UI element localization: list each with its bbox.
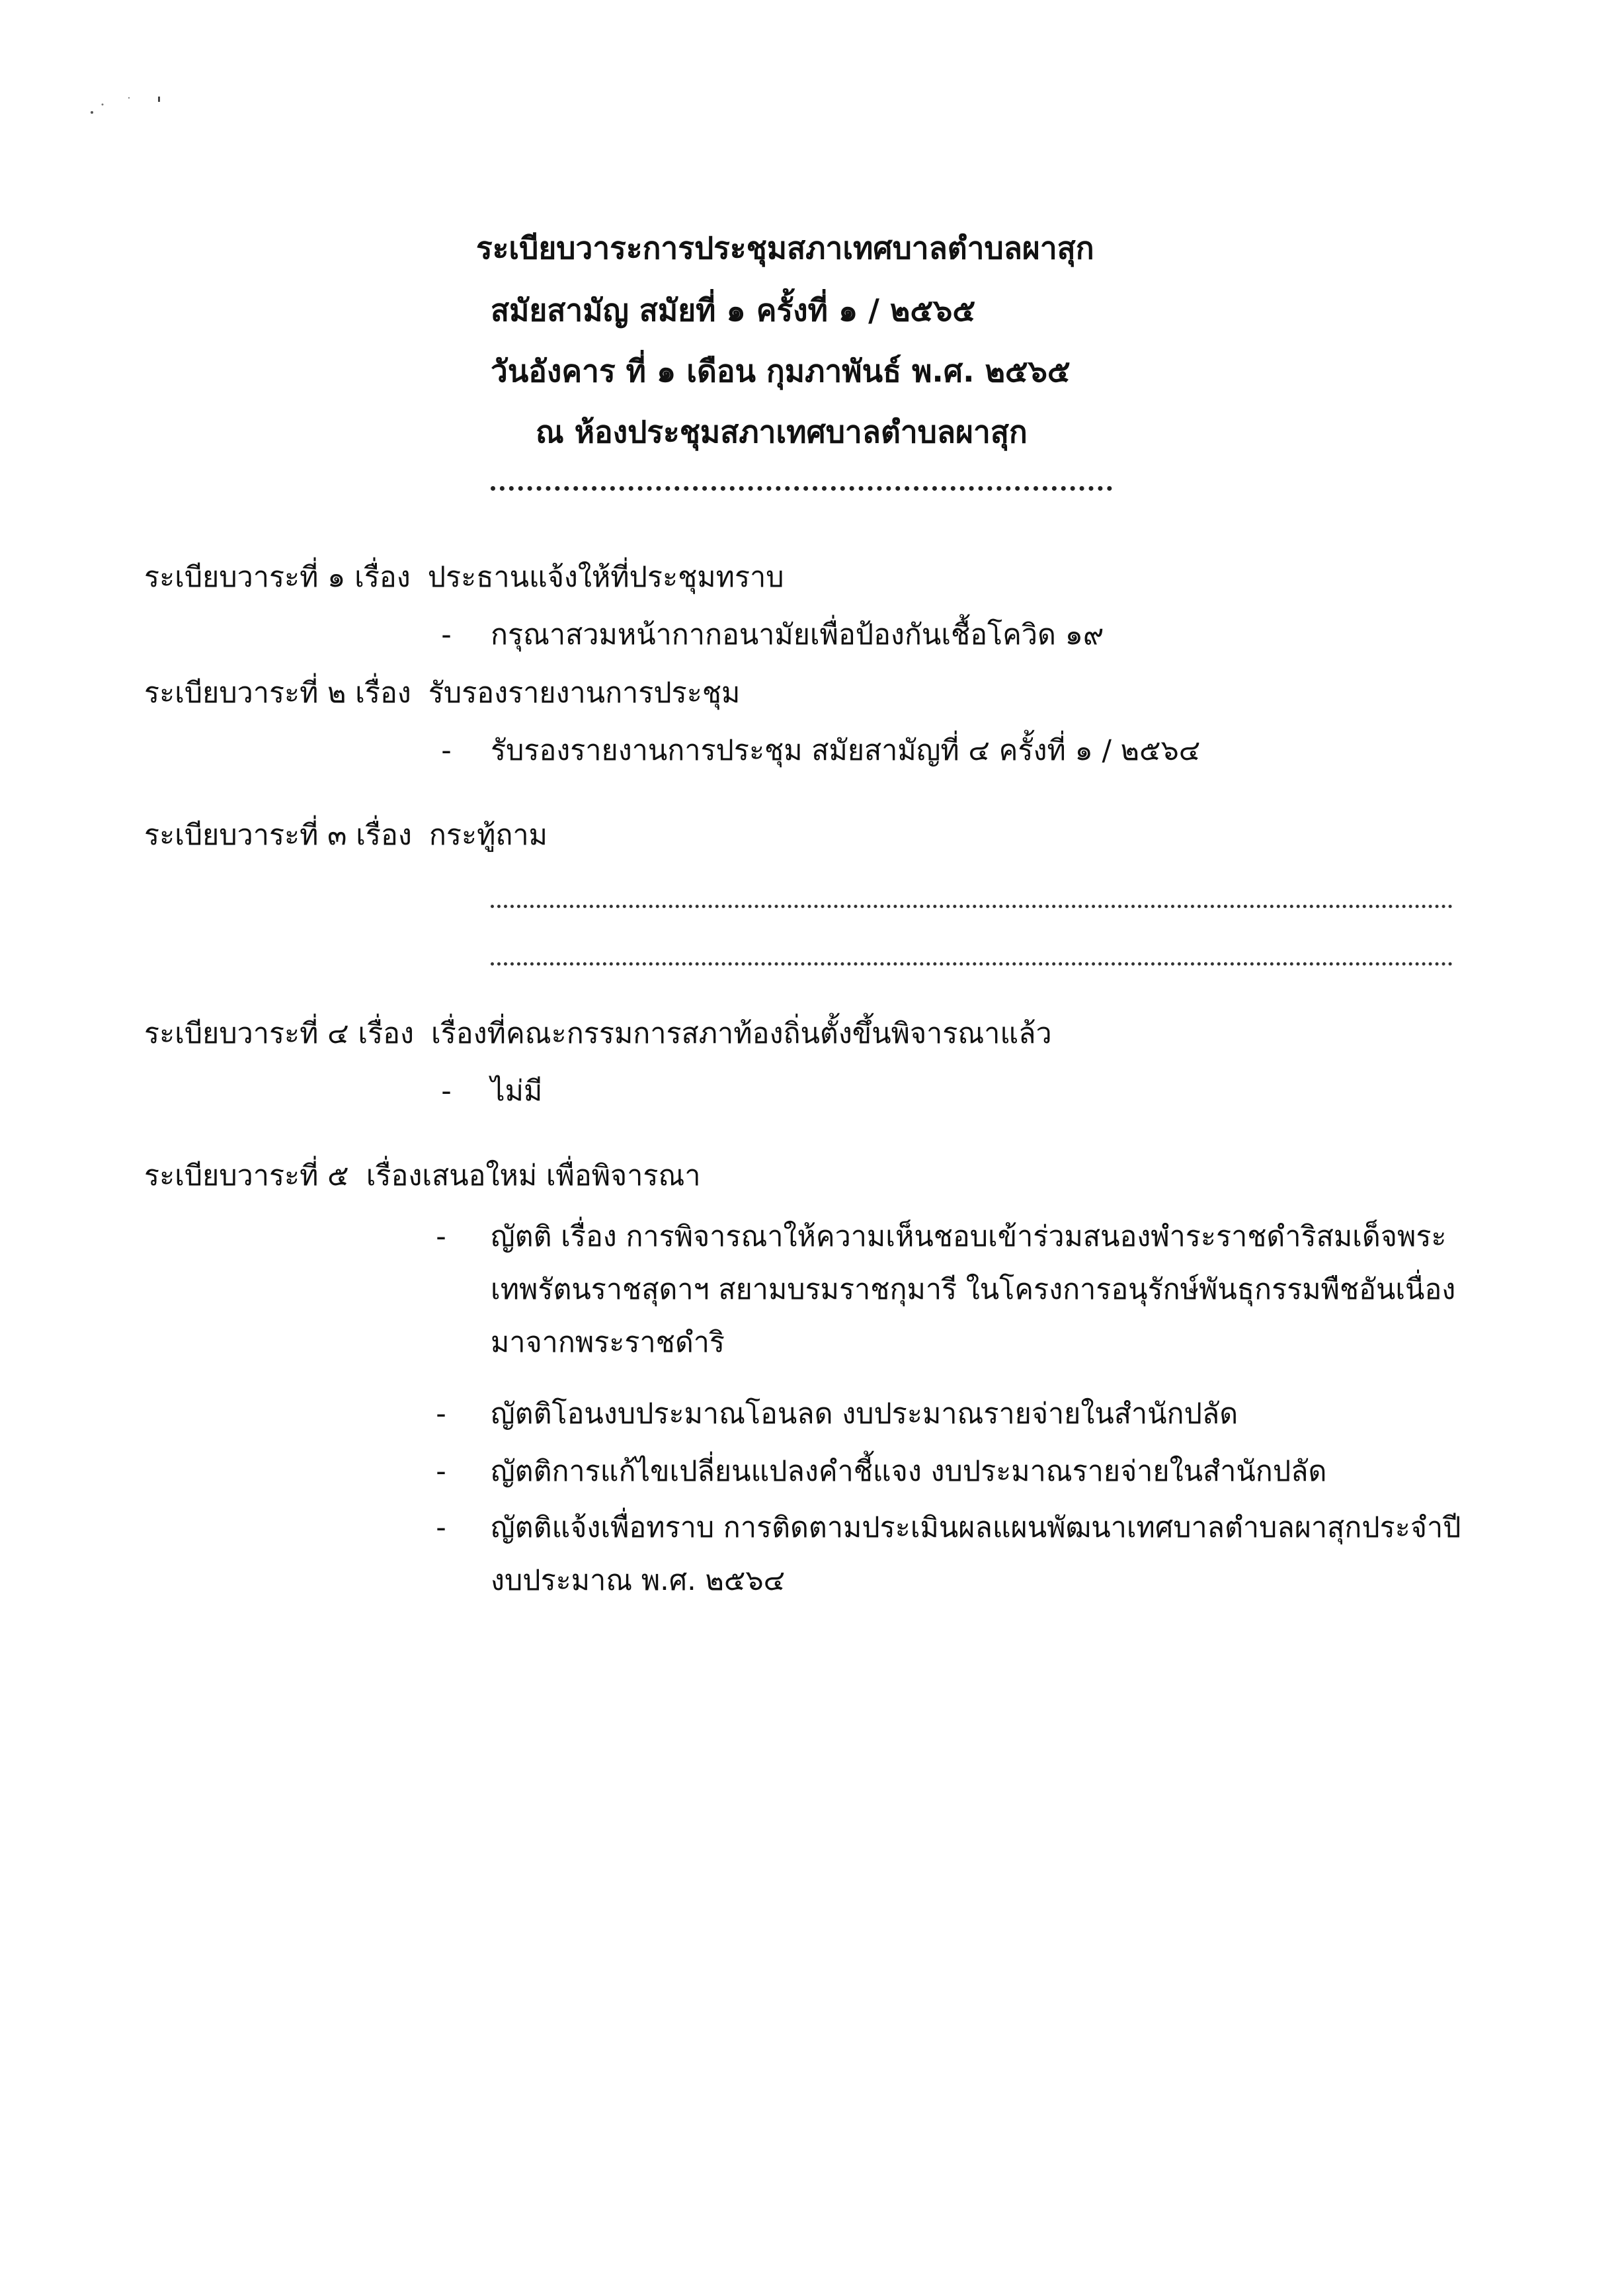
header-session: สมัยสามัญ สมัยที่ ๑ ครั้งที่ ๑ / ๒๕๖๕ bbox=[491, 292, 976, 328]
bullet-item bbox=[0, 1388, 1624, 1440]
bullet-text: กรุณาสวมหน้ากากอนามัยเพื่อป้องกันเชื้อโควิด ๑๙ bbox=[491, 618, 1104, 651]
bullet-text: ไม่มี bbox=[491, 1075, 543, 1108]
bullet-dash: - bbox=[436, 1511, 446, 1544]
agenda-item-3 bbox=[144, 817, 548, 854]
bullet-item bbox=[0, 608, 1624, 661]
bullet-text: ญัตติ เรื่อง การพิจารณาให้ความเห็นชอบเข้าร่วมสนองพำระราชดำริสมเด็จพระเทพรัตนราชสุดาฯ สยามบรมราชกุมารี ในโครงการอนุรักษ์พันธุกรรมพืชอันเนื่องมาจากพระราชดำริ bbox=[491, 1220, 1456, 1359]
bullet-text: ญัตติการแก้ไขเปลี่ยนแปลงคำชี้แจง งบประมาณรายจ่ายในสำนักปลัด bbox=[491, 1455, 1327, 1488]
agenda-item-label: ระเบียบวาระที่ ๕ bbox=[144, 1159, 349, 1192]
bullet-item bbox=[0, 1501, 1624, 1614]
agenda-item-title: กระทู้ถาม bbox=[428, 819, 548, 852]
agenda-item-title: ประธานแจ้งให้ที่ประชุมทราบ bbox=[427, 561, 784, 594]
agenda-item-title: รับรองรายงานการประชุม bbox=[428, 677, 741, 710]
agenda-item-label: ระเบียบวาระที่ ๑ เรื่อง bbox=[144, 561, 411, 594]
bullet-text: ญัตติแจ้งเพื่อทราบ การติดตามประเมินผลแผนพัฒนาเทศบาลตำบลผาสุกประจำปี งบประมาณ พ.ศ. ๒๕๖๔ bbox=[491, 1511, 1461, 1597]
agenda-item-title: เรื่องเสนอใหม่ เพื่อพิจารณา bbox=[366, 1159, 701, 1192]
header-date: วันอังคาร ที่ ๑ เดือน กุมภาพันธ์ พ.ศ. ๒๕๖๕ bbox=[491, 353, 1071, 389]
blank-fill-line bbox=[491, 905, 1453, 908]
bullet-item bbox=[0, 1210, 1624, 1376]
blank-fill-line bbox=[491, 962, 1453, 966]
header-dotted-divider bbox=[491, 486, 1112, 491]
agenda-item-1 bbox=[144, 559, 784, 596]
bullet-dash: - bbox=[436, 1220, 446, 1253]
bullet-item bbox=[0, 724, 1624, 777]
bullet-text: รับรองรายงานการประชุม สมัยสามัญที่ ๔ ครั้งที่ ๑ / ๒๕๖๔ bbox=[491, 734, 1201, 767]
agenda-item-label: ระเบียบวาระที่ ๒ เรื่อง bbox=[144, 677, 411, 710]
bullet-dash: - bbox=[441, 734, 452, 767]
bullet-dash: - bbox=[441, 618, 452, 651]
bullet-dash: - bbox=[441, 1075, 452, 1108]
agenda-item-5 bbox=[144, 1157, 701, 1194]
bullet-item bbox=[0, 1445, 1624, 1498]
agenda-item-4 bbox=[144, 1015, 1052, 1052]
header-title: ระเบียบวาระการประชุมสภาเทศบาลตำบลผาสุก bbox=[476, 230, 1094, 266]
agenda-item-label: ระเบียบวาระที่ ๓ เรื่อง bbox=[144, 819, 412, 852]
scan-specks bbox=[89, 93, 169, 119]
agenda-item-title: เรื่องที่คณะกรรมการสภาท้องถิ่นตั้งขึ้นพิจารณาแล้ว bbox=[431, 1017, 1052, 1050]
agenda-item-label: ระเบียบวาระที่ ๔ เรื่อง bbox=[144, 1017, 414, 1050]
bullet-item bbox=[0, 1065, 1624, 1118]
bullet-text: ญัตติโอนงบประมาณโอนลด งบประมาณรายจ่ายในสำนักปลัด bbox=[491, 1397, 1238, 1431]
agenda-item-2 bbox=[144, 675, 740, 712]
bullet-dash: - bbox=[436, 1397, 446, 1431]
header-venue: ณ ห้องประชุมสภาเทศบาลตำบลผาสุก bbox=[536, 414, 1028, 450]
bullet-dash: - bbox=[436, 1455, 446, 1488]
